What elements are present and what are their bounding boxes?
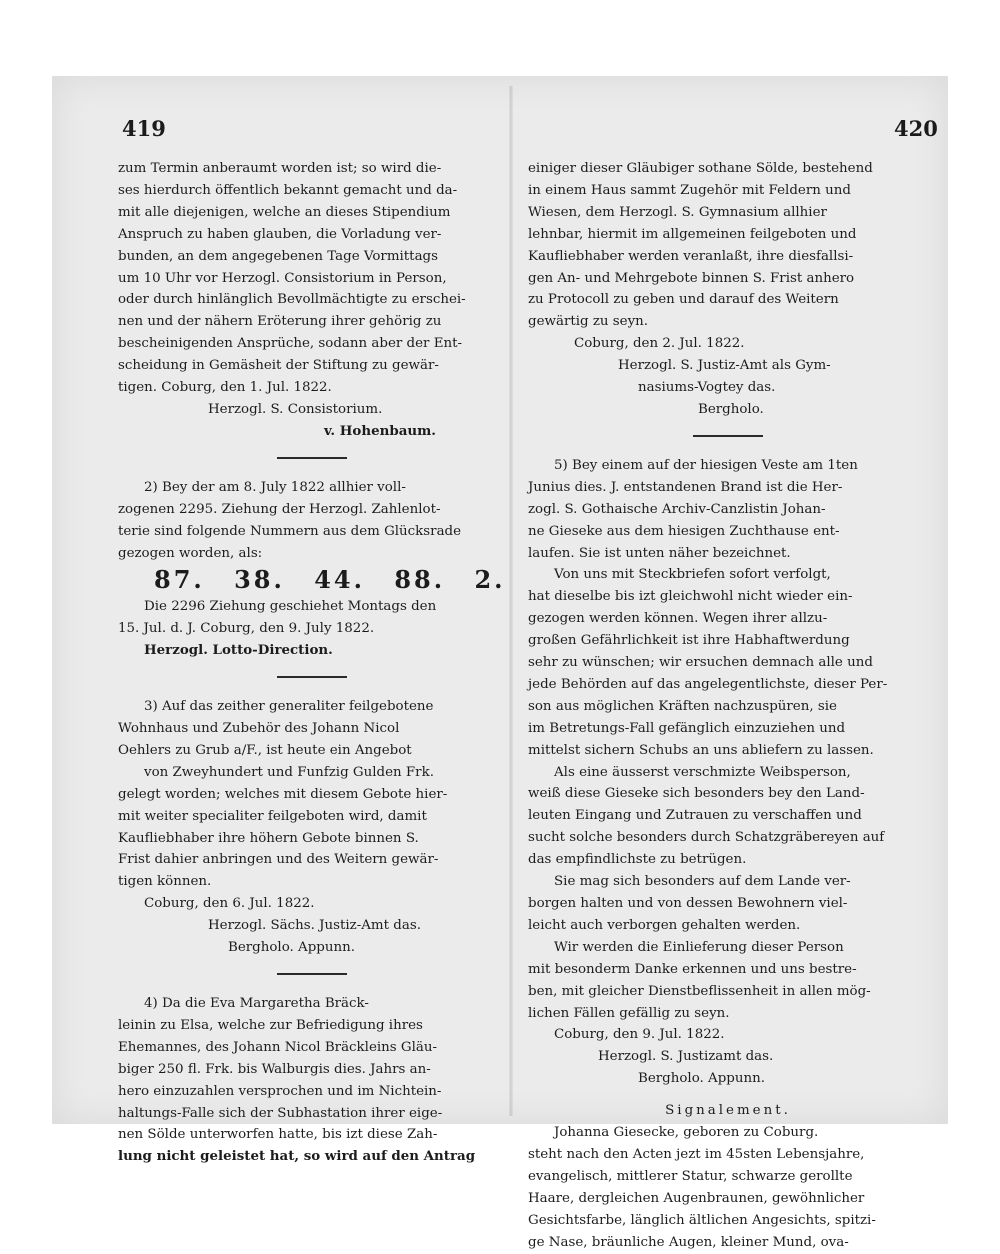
text-line: im Betretungs-Fall gefänglich einzuziehen und — [528, 720, 846, 736]
text-line: nen Sölde unterworfen hatte, bis izt diese Zah- — [118, 1127, 438, 1143]
right-column — [528, 158, 928, 1254]
text-line: großen Gefährlichkeit ist ihre Habhaftwerdung — [528, 633, 850, 649]
text-line: steht nach den Acten jezt im 45sten Lebensjahre, — [528, 1146, 865, 1162]
text-line: mit besonderm Danke erkennen und uns bestre- — [528, 961, 857, 977]
notice-2 — [118, 477, 506, 662]
text-line: bunden, an dem angegebenen Tage Vormittags — [118, 248, 438, 264]
text-line: mittelst sichern Schubs an uns abliefern zu lassen. — [528, 742, 874, 758]
text-line: ses hierdurch öffentlich bekannt gemacht und da- — [118, 182, 458, 198]
date-line: Coburg, den 9. Jul. 1822. — [554, 1027, 725, 1043]
signature-line: Herzogl. Sächs. Justiz-Amt das. — [208, 918, 421, 934]
page-number-right: 420 — [894, 116, 938, 141]
text-line: Als eine äusserst verschmizte Weibsperson, — [554, 764, 851, 780]
signature-line: Herzogl. S. Justiz-Amt als Gym- — [618, 358, 831, 374]
signature-line: Herzogl. S. Justizamt das. — [598, 1049, 774, 1065]
text-line: evangelisch, mittlerer Statur, schwarze gerollte — [528, 1168, 853, 1184]
text-line: Die 2296 Ziehung geschiehet Montags den — [144, 599, 437, 615]
text-line: lichen Fällen gefällig zu seyn. — [528, 1005, 730, 1021]
text-line: 5) Bey einem auf der hiesigen Veste am 1ten — [554, 457, 858, 473]
scanned-book-spread — [52, 76, 948, 1250]
text-line: ge Nase, bräunliche Augen, kleiner Mund, ova- — [528, 1234, 849, 1250]
section-divider — [693, 435, 763, 437]
text-line: Kaufliebhaber ihre höhern Gebote binnen S. — [118, 830, 419, 846]
text-line: Johanna Giesecke, geboren zu Coburg. — [554, 1125, 819, 1141]
lottery-numbers: 87. 38. 44. 88. 2. — [154, 565, 506, 595]
text-line: Junius dies. J. entstandenen Brand ist die Her- — [528, 479, 843, 495]
text-line: terie sind folgende Nummern aus dem Glücksrade — [118, 523, 462, 539]
text-line: Von uns mit Steckbriefen sofort verfolgt, — [554, 567, 831, 583]
text-line: leinin zu Elsa, welche zur Befriedigung ihres — [118, 1017, 423, 1033]
signature-name: v. Hohenbaum. — [324, 422, 436, 439]
text-line: lehnbar, hiermit im allgemeinen feilgeboten und — [528, 226, 857, 242]
signature-name: Bergholo. — [698, 401, 764, 417]
signature-line: Herzogl. S. Consistorium. — [208, 401, 383, 417]
text-line: 4) Da die Eva Margaretha Bräck- — [144, 996, 369, 1011]
page-number-left: 419 — [122, 116, 166, 141]
text-line: zum Termin anberaumt worden ist; so wird die- — [118, 161, 442, 176]
text-line: Wiesen, dem Herzogl. S. Gymnasium allhier — [528, 204, 827, 220]
text-line: biger 250 fl. Frk. bis Walburgis dies. Jahrs an- — [118, 1061, 431, 1077]
signature-line: nasiums-Vogtey das. — [638, 380, 776, 396]
text-line: oder durch hinlänglich Bevollmächtigte zu erschei- — [118, 292, 466, 308]
text-line: zogl. S. Gothaische Archiv-Canzlistin Johan- — [528, 501, 826, 517]
text-line: einiger dieser Gläubiger sothane Sölde, bestehend — [528, 161, 873, 176]
text-line: Wohnhaus und Zubehör des Johann Nicol — [118, 721, 400, 737]
text-line: borgen halten und von dessen Bewohnern viel- — [528, 896, 848, 911]
text-line: Sie mag sich besonders auf dem Lande ver- — [554, 874, 851, 890]
intro-paragraph — [118, 158, 506, 443]
text-line: gen An- und Mehrgebote binnen S. Frist anhero — [528, 270, 855, 286]
text-line: tigen können. — [118, 874, 212, 890]
signature-name: Bergholo. Appunn. — [638, 1071, 765, 1087]
text-line: leicht auch verborgen gehalten werden. — [528, 917, 801, 933]
text-line: scheidung in Gemäsheit der Stiftung zu gewär- — [118, 358, 439, 374]
text-line: tigen. Coburg, den 1. Jul. 1822. — [118, 380, 332, 396]
signature-line: Herzogl. Lotto-Direction. — [144, 642, 333, 659]
text-line: Oehlers zu Grub a/F., ist heute ein Angebot — [118, 742, 412, 758]
text-line: son aus möglichen Kräften nachzuspüren, sie — [528, 698, 837, 714]
text-line: lung nicht geleistet hat, so wird auf den Antrag — [118, 1148, 476, 1165]
text-line: nen und der nähern Eröterung ihrer gehörig zu — [118, 314, 442, 330]
text-line: ben, mit gleicher Dienstbeflissenheit in allen mög- — [528, 983, 871, 999]
notice-4-continued — [528, 158, 928, 421]
text-line: laufen. Sie ist unten näher bezeichnet. — [528, 545, 791, 561]
text-line: haltungs-Falle sich der Subhastation ihrer eige- — [118, 1105, 443, 1121]
text-line: gezogen worden, als: — [118, 545, 263, 561]
text-line: sucht solche besonders durch Schatzgräbereyen auf — [528, 830, 885, 846]
text-line: 3) Auf das zeither generaliter feilgebotene — [144, 699, 434, 715]
text-line: Frist dahier anbringen und des Weitern gewär- — [118, 852, 439, 868]
section-divider — [277, 676, 347, 678]
text-line: ne Gieseke aus dem hiesigen Zuchthause ent- — [528, 523, 840, 539]
date-line: Coburg, den 6. Jul. 1822. — [144, 896, 315, 912]
text-line: hero einzuzahlen versprochen und im Nichtein- — [118, 1083, 442, 1099]
text-line: hat dieselbe bis izt gleichwohl nicht wieder ein- — [528, 589, 853, 605]
notice-5 — [528, 455, 928, 1090]
signalement-description — [528, 1122, 928, 1253]
text-line: mit weiter specialiter feilgeboten wird, damit — [118, 808, 427, 824]
text-line: um 10 Uhr vor Herzogl. Consistorium in Person, — [118, 270, 447, 286]
left-page — [52, 76, 512, 1165]
text-line: Gesichtsfarbe, länglich ältlichen Angesichts, spitzi- — [528, 1212, 876, 1228]
section-divider — [277, 973, 347, 975]
notice-3 — [118, 696, 506, 959]
text-line: in einem Haus sammt Zugehör mit Feldern und — [528, 182, 851, 198]
text-line: Kaufliebhaber werden veranlaßt, ihre diesfallsi- — [528, 248, 854, 264]
text-line: mit alle diejenigen, welche an dieses Stipendium — [118, 204, 451, 220]
text-line: 15. Jul. d. J. Coburg, den 9. July 1822. — [118, 621, 375, 637]
text-line: gewärtig zu seyn. — [528, 314, 649, 330]
text-line: zogenen 2295. Ziehung der Herzogl. Zahlenlot- — [118, 501, 441, 517]
text-line: leuten Eingang und Zutrauen zu verschaffen und — [528, 808, 862, 824]
text-line: 2) Bey der am 8. July 1822 allhier voll- — [144, 479, 406, 495]
text-line: Ehemannes, des Johann Nicol Bräckleins Gläu- — [118, 1039, 438, 1055]
right-page — [512, 76, 948, 1250]
text-line: das empfindlichste zu betrügen. — [528, 852, 747, 868]
notice-4 — [118, 993, 506, 1168]
text-line: Haare, dergleichen Augenbraunen, gewöhnlicher — [528, 1190, 865, 1206]
text-line: zu Protocoll zu geben und darauf des Weitern — [528, 292, 839, 308]
left-column — [118, 158, 506, 1168]
date-line: Coburg, den 2. Jul. 1822. — [574, 336, 745, 352]
text-line: bescheinigenden Ansprüche, sodann aber der Ent- — [118, 336, 463, 352]
text-line: gezogen werden können. Wegen ihrer allzu- — [528, 611, 828, 627]
text-line: jede Behörden auf das angelegentlichste, dieser Per- — [528, 676, 888, 692]
text-line: Wir werden die Einlieferung dieser Person — [554, 939, 844, 955]
text-line: von Zweyhundert und Funfzig Gulden Frk. — [144, 764, 434, 780]
text-line: Anspruch zu haben glauben, die Vorladung ver- — [118, 226, 442, 242]
section-divider — [277, 457, 347, 459]
signature-name: Bergholo. Appunn. — [228, 940, 355, 956]
text-line: weiß diese Gieseke sich besonders bey den Land- — [528, 786, 865, 802]
text-line: sehr zu wünschen; wir ersuchen demnach alle und — [528, 655, 873, 671]
text-line: gelegt worden; welches mit diesem Gebote hier- — [118, 786, 448, 802]
signalement-heading: Signalement. — [665, 1103, 791, 1119]
